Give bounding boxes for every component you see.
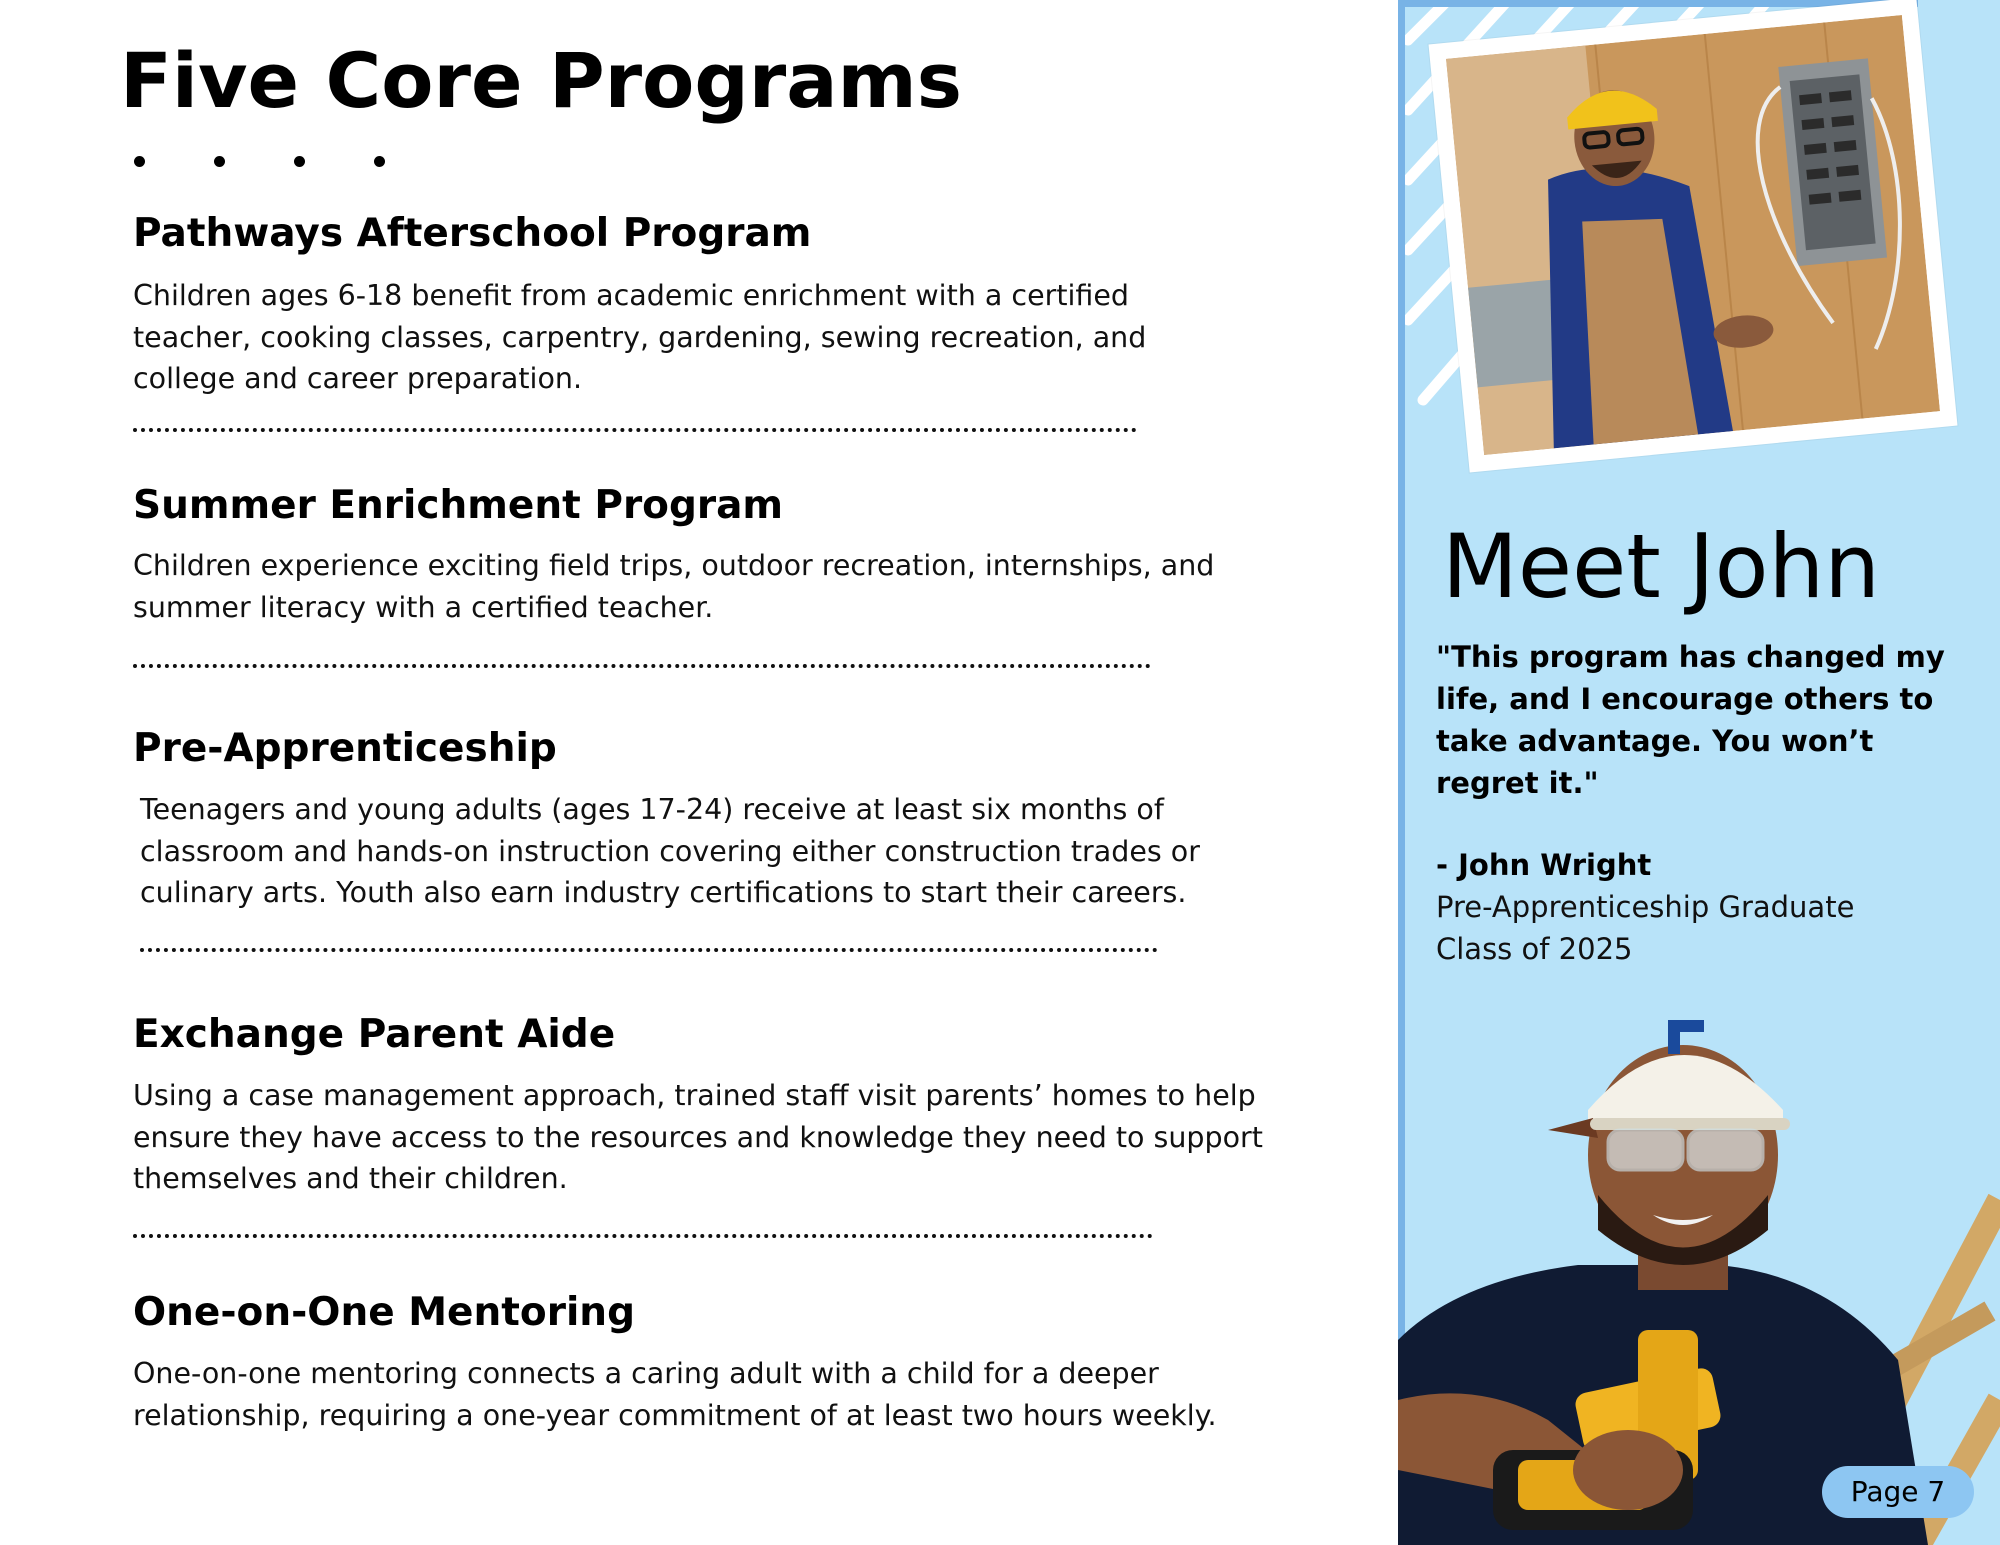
testimonial-quote: "This program has changed my life, and I encourage others to take advantage. You won’t regret it." (1436, 640, 1945, 800)
program-description: Using a case management approach, trained staff visit parents’ homes to help ensure they have access to the resources and knowledge they need to support themselves and their children. (133, 1079, 1263, 1195)
dotted-divider (140, 948, 1158, 952)
dot (294, 156, 305, 167)
dot (134, 156, 145, 167)
dot (214, 156, 225, 167)
program-heading: Pre-Apprenticeship (133, 726, 557, 771)
electrical-work-photo (1446, 15, 1940, 455)
meet-john-sidebar (1398, 0, 2000, 1545)
testimonial-role (1436, 886, 1956, 970)
photo-frame (1429, 0, 1958, 472)
program-description: Children ages 6-18 benefit from academic enrichment with a certified teacher, cooking classes, carpentry, gardening, sewing recreation, and college and career preparation. (133, 279, 1147, 395)
program-heading: One-on-One Mentoring (133, 1290, 635, 1335)
program-heading: Summer Enrichment Program (133, 483, 784, 528)
dot (374, 156, 385, 167)
page-number-badge: Page 7 (1822, 1466, 1974, 1518)
sidebar-title: Meet John (1442, 515, 1881, 618)
program-heading: Pathways Afterschool Program (133, 211, 812, 256)
nail-gun-portrait-photo (1398, 1000, 2000, 1545)
dotted-divider (133, 664, 1151, 668)
program-description: Children experience exciting field trips, outdoor recreation, internships, and summer literacy with a certified teacher. (133, 549, 1215, 624)
page-title: Five Core Programs (120, 36, 962, 125)
dotted-divider (133, 1234, 1153, 1238)
role-title: Pre-Apprenticeship Graduate (1436, 890, 1855, 924)
program-heading: Exchange Parent Aide (133, 1012, 616, 1057)
decorative-dots (134, 150, 394, 170)
testimonial-author: - John Wright (1436, 848, 1652, 882)
dotted-divider (133, 428, 1137, 432)
program-description: One-on-one mentoring connects a caring adult with a child for a deeper relationship, requiring a one-year commitment of at least two hours weekly. (133, 1357, 1217, 1432)
role-class: Class of 2025 (1436, 932, 1633, 966)
program-description: Teenagers and young adults (ages 17-24) receive at least six months of classroom and hands-on instruction covering either construction trades or culinary arts. Youth also earn industry certifications to start their careers. (140, 793, 1200, 909)
